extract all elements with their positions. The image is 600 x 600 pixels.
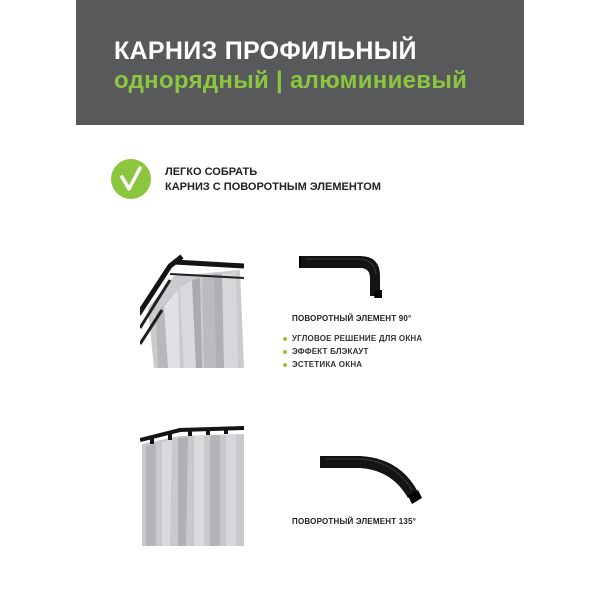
bullet-item (282, 332, 422, 345)
bullet-dot-icon (283, 363, 287, 367)
bullet-text: ЭСТЕТИКА ОКНА (292, 360, 363, 369)
bullet-dot-icon (283, 337, 287, 341)
header-subtitle: однорядный | алюминиевый (114, 67, 468, 94)
feature-description (165, 165, 381, 195)
profile-135-image (314, 452, 424, 508)
bullet-text: УГЛОВОЕ РЕШЕНИЕ ДЛЯ ОКНА (292, 334, 423, 343)
bullet-text: ЭФФЕКТ БЛЭКАУТ (292, 347, 369, 356)
feature-line-2: КАРНИЗ С ПОВОРОТНЫМ ЭЛЕМЕНТОМ (165, 181, 381, 193)
section-135-label: ПОВОРОТНЫЙ ЭЛЕМЕНТ 135° (292, 517, 417, 526)
bullet-item (282, 358, 422, 371)
bullet-dot-icon (283, 350, 287, 354)
section-90-bullets (282, 332, 422, 371)
header-banner (76, 0, 524, 125)
header-title: КАРНИЗ ПРОФИЛЬНЫЙ (114, 37, 417, 65)
bullet-item (282, 345, 422, 358)
curtain-photo-135 (140, 422, 244, 546)
curtain-photo-90 (140, 248, 244, 368)
profile-90-image (296, 250, 386, 300)
section-90-label: ПОВОРОТНЫЙ ЭЛЕМЕНТ 90° (292, 314, 412, 323)
feature-line-1: ЛЕГКО СОБРАТЬ (165, 166, 258, 178)
checkmark-icon (110, 158, 152, 200)
